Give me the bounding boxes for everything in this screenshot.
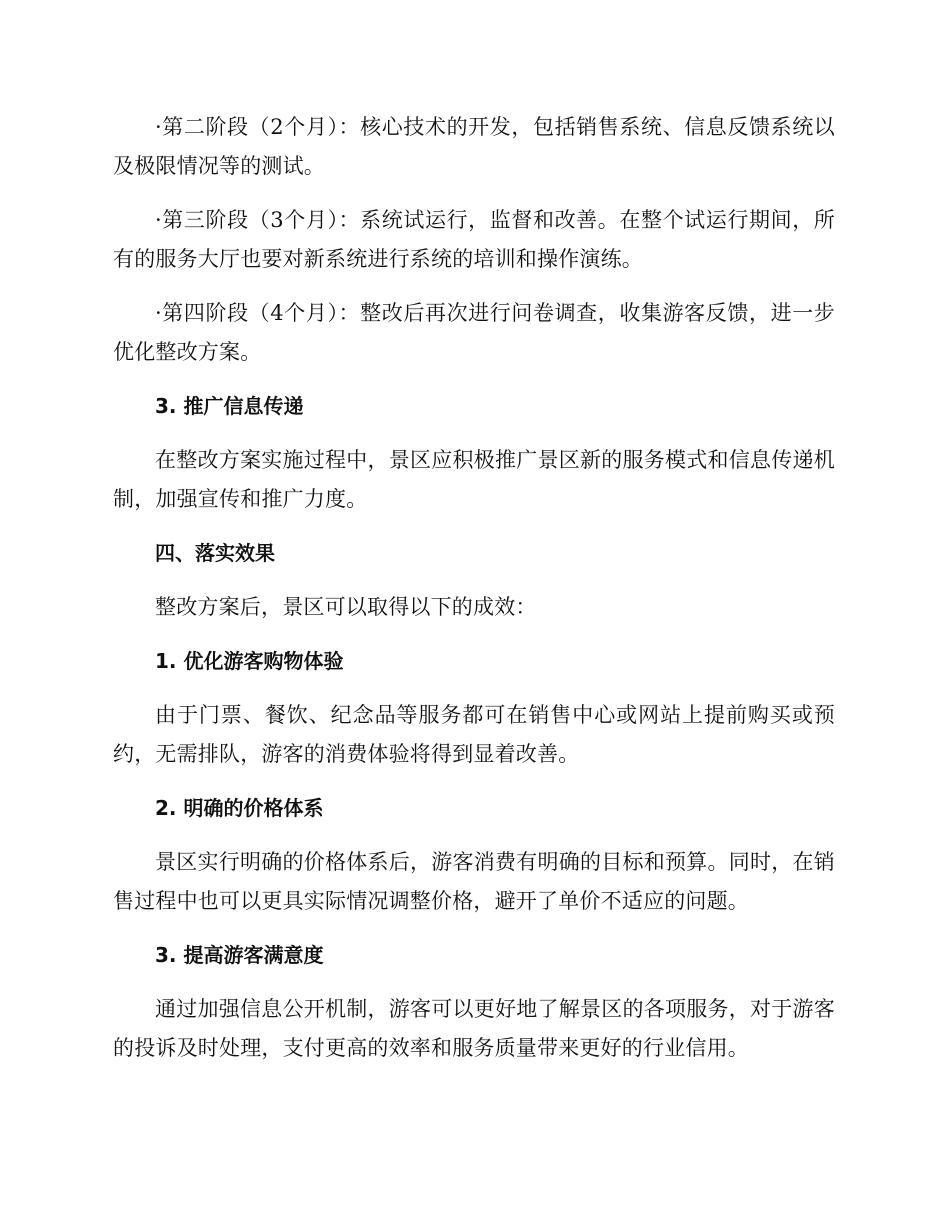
section-heading-implementation-results: 四、落实效果 (155, 541, 275, 565)
phase-four-paragraph: ·第四阶段（4个月）：整改后再次进行问卷调查，收集游客反馈，进一步优化整改方案。 (113, 301, 835, 364)
section-heading-price-system: 2. 明确的价格体系 (155, 796, 324, 820)
results-intro-paragraph: 整改方案后，景区可以取得以下的成效： (155, 595, 537, 619)
price-system-paragraph: 景区实行明确的价格体系后，游客消费有明确的目标和预算。同时，在销售过程中也可以更具实际情况调整价格，避开了单价不适应的问题。 (113, 850, 835, 913)
shopping-experience-paragraph: 由于门票、餐饮、纪念品等服务都可在销售中心或网站上提前购买或预约，无需排队，游客的消费体验将得到显着改善。 (113, 703, 835, 766)
visitor-satisfaction-paragraph: 通过加强信息公开机制，游客可以更好地了解景区的各项服务，对于游客的投诉及时处理，支付更高的效率和服务质量带来更好的行业信用。 (113, 997, 835, 1060)
section-heading-visitor-satisfaction: 3. 提高游客满意度 (155, 943, 324, 967)
section-heading-shopping-experience: 1. 优化游客购物体验 (155, 649, 344, 673)
section-heading-promote-info: 3. 推广信息传递 (155, 394, 304, 418)
document-body (113, 108, 835, 1083)
promote-info-paragraph: 在整改方案实施过程中，景区应积极推广景区新的服务模式和信息传递机制，加强宣传和推广力度。 (113, 448, 835, 511)
phase-two-paragraph: ·第二阶段（2个月）：核心技术的开发，包括销售系统、信息反馈系统以及极限情况等的测试。 (113, 115, 835, 178)
phase-three-paragraph: ·第三阶段（3个月）：系统试运行，监督和改善。在整个试运行期间，所有的服务大厅也要对新系统进行系统的培训和操作演练。 (113, 208, 835, 271)
